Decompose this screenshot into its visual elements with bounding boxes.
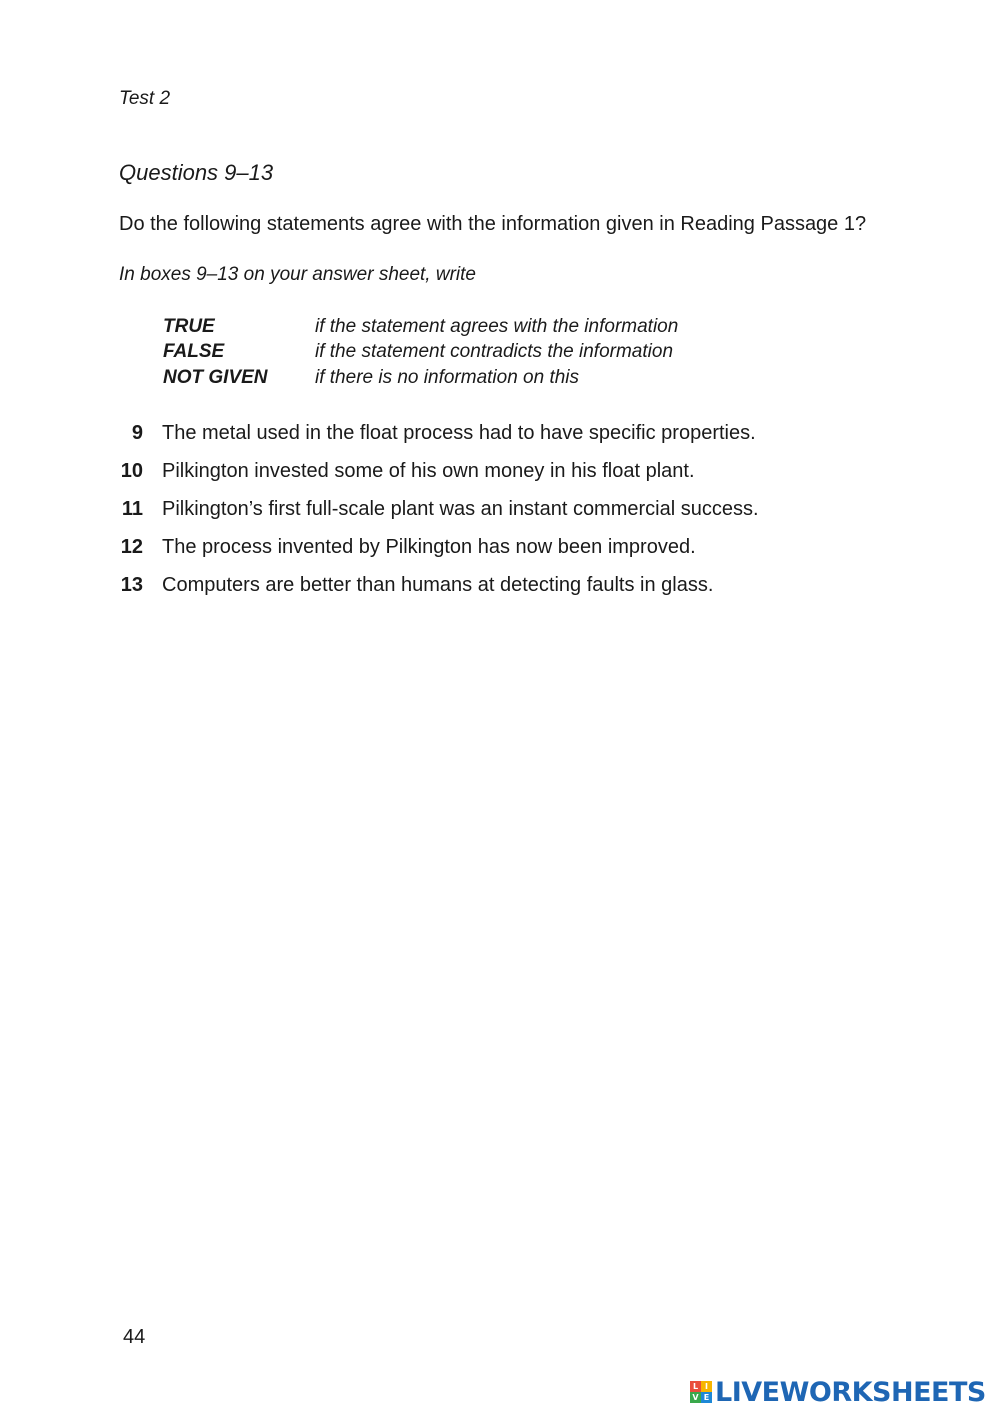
question-text: Pilkington’s first full-scale plant was an instant commercial success. <box>162 497 759 520</box>
question-text: The metal used in the float process had to have specific properties. <box>162 421 756 444</box>
page-header: Test 2 <box>119 88 171 109</box>
question-text: Computers are better than humans at detecting faults in glass. <box>162 573 714 596</box>
answer-sheet-instruction: In boxes 9–13 on your answer sheet, write <box>119 264 476 285</box>
brand-name: LIVEWORKSHEETS <box>715 1376 986 1408</box>
question-list <box>119 414 759 604</box>
key-term: FALSE <box>163 341 225 363</box>
question-number: 9 <box>131 421 143 444</box>
key-definition: if the statement agrees with the information <box>315 315 679 337</box>
logo-letter-l: L <box>690 1381 701 1392</box>
key-row-false <box>163 340 678 366</box>
key-definition: if the statement contradicts the information <box>315 341 674 363</box>
question-item <box>119 490 759 528</box>
question-item <box>119 452 759 490</box>
question-number: 10 <box>120 459 143 482</box>
logo-letter-v: V <box>690 1392 701 1403</box>
section-heading: Questions 9–13 <box>119 160 274 185</box>
page-number: 44 <box>123 1326 146 1348</box>
question-number: 12 <box>120 535 143 558</box>
question-number: 11 <box>121 497 143 520</box>
question-text: The process invented by Pilkington has now been improved. <box>162 535 696 558</box>
liveworksheets-logo[interactable] <box>690 1376 986 1408</box>
key-row-true <box>163 314 678 340</box>
answer-key-table <box>163 314 678 391</box>
key-definition: if there is no information on this <box>315 366 580 388</box>
question-number: 13 <box>120 573 143 596</box>
key-row-not-given <box>163 365 678 391</box>
question-text: Pilkington invested some of his own money in his float plant. <box>162 459 695 482</box>
key-term: NOT GIVEN <box>163 366 268 388</box>
logo-letter-i: I <box>701 1381 712 1392</box>
question-item <box>119 566 759 604</box>
question-item <box>119 528 759 566</box>
logo-letter-e: E <box>701 1392 712 1403</box>
liveworksheets-icon <box>690 1381 712 1403</box>
question-item <box>119 414 759 452</box>
instruction-text: Do the following statements agree with the information given in Reading Passage 1? <box>119 213 867 235</box>
key-term: TRUE <box>163 315 215 337</box>
